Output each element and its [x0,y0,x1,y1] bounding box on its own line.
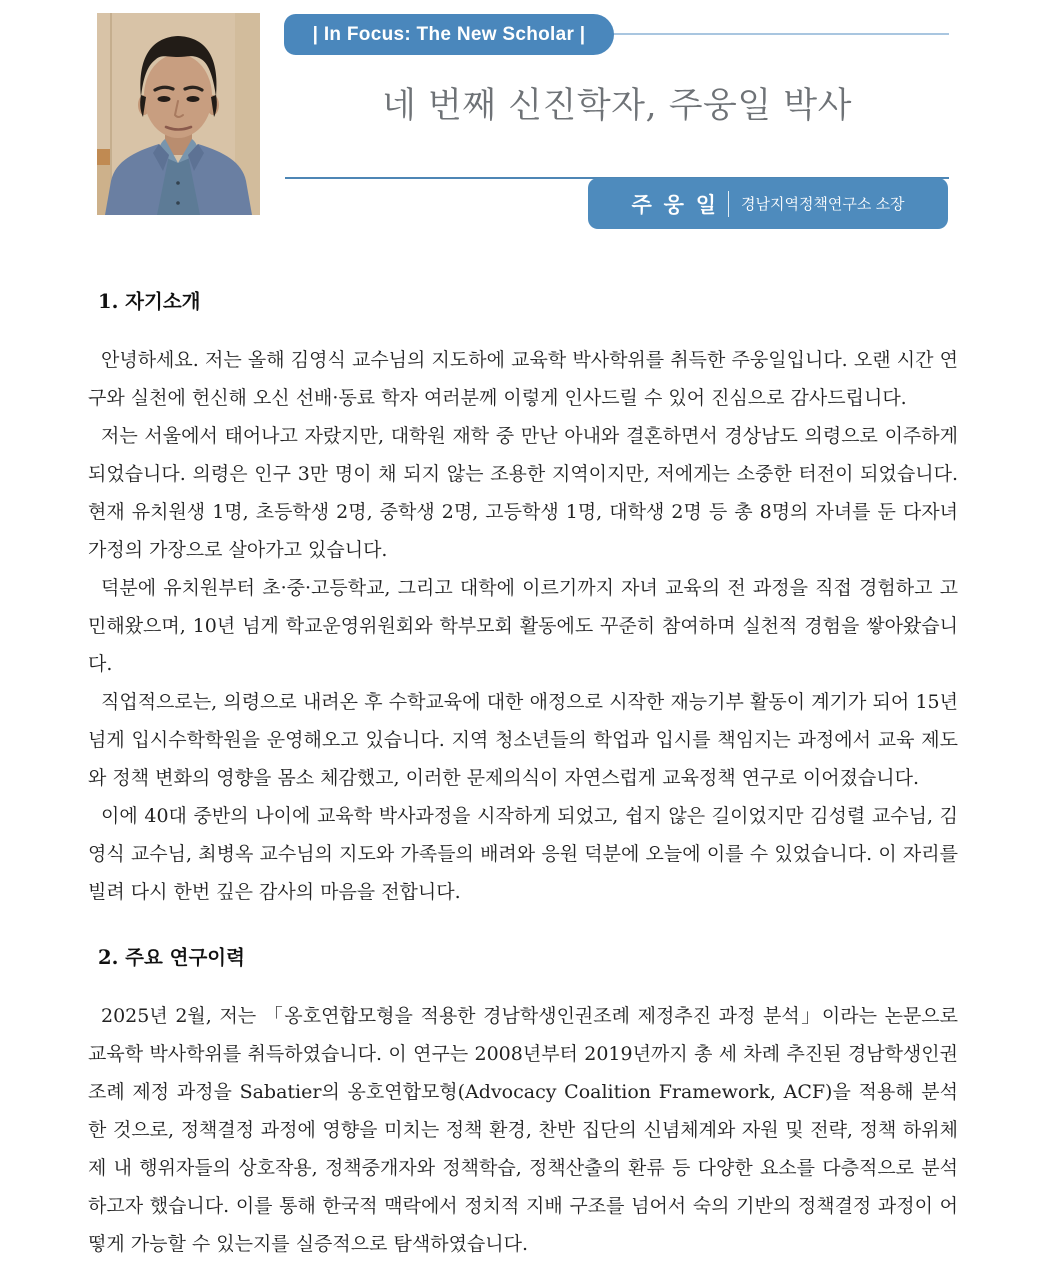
author-name: 주 웅 일 [631,193,719,217]
article-body [88,283,958,1263]
section-1-paragraph: 덕분에 유치원부터 초·중·고등학교, 그리고 대학에 이르기까지 자녀 교육의 전 과정을 직접 경험하고 고민해왔으며, 10년 넘게 학교운영위원회와 학부모회 활동에도 꾸준히 참여하며 실천적 경험을 쌓아왔습니다. [88,577,958,675]
section-2-paragraph: 2025년 2월, 저는 「옹호연합모형을 적용한 경남학생인권조례 제정추진 과정 분석」이라는 논문으로 교육학 박사학위를 취득하였습니다. 이 연구는 2008년부터 2019년까지 총 세 차례 추진된 경남학생인권조례 제정 과정을 Sabatier의 옹호연합모형(Advocacy Coalition Framework, ACF)을 적용해 분석한 것으로, 정책결정 과정에 영향을 미치는 정책 환경, 찬반 집단의 신념체계와 자원 및 전략, 정책 하위체제 내 행위자들의 상호작용, 정책중개자와 정책학습, 정책산출의 환류 등 다양한 요소를 다층적으로 분석하고자 했습니다. 이를 통해 한국적 맥락에서 정치적 지배 구조를 넘어서 숙의 기반의 정책결정 과정이 어떻게 가능할 수 있는지를 실증적으로 탐색하였습니다. [88,1005,958,1255]
name-divider [728,191,729,217]
section-2-heading: 2. 주요 연구이력 [98,946,245,969]
section-1-paragraph: 이에 40대 중반의 나이에 교육학 박사과정을 시작하게 되었고, 쉽지 않은 길이었지만 김성렬 교수님, 김영식 교수님, 최병옥 교수님의 지도와 가족들의 배려와 응원 덕분에 오늘에 이를 수 있었습니다. 이 자리를 빌려 다시 한번 깊은 감사의 마음을 전합니다. [88,805,958,903]
portrait-face [144,54,212,138]
author-banner [588,178,948,229]
section-1-paragraph: 안녕하세요. 저는 올해 김영식 교수님의 지도하에 교육학 박사학위를 취득한 주웅일입니다. 오랜 시간 연구와 실천에 헌신해 오신 선배·동료 학자 여러분께 이렇게 인사드릴 수 있어 진심으로 감사드립니다. [88,349,958,409]
page-title: 네 번째 신진학자, 주웅일 박사 [382,86,852,126]
wood-ledge [97,149,110,165]
section-1-paragraph: 직업적으로는, 의령으로 내려온 후 수학교육에 대한 애정으로 시작한 재능기부 활동이 계기가 되어 15년 넘게 입시수학학원을 운영해오고 있습니다. 지역 청소년들의 학업과 입시를 책임지는 과정에서 교육 제도와 정책 변화의 영향을 몸소 체감했고, 이러한 문제의식이 자연스럽게 교육정책 연구로 이어졌습니다. [88,691,958,789]
scholar-photo [97,13,260,215]
author-affiliation: 경남지역정책연구소 소장 [740,196,905,213]
in-focus-badge [284,14,614,55]
section-1-heading: 1. 자기소개 [98,290,201,313]
section-1-paragraph: 저는 서울에서 태어나고 자랐지만, 대학원 재학 중 만난 아내와 결혼하면서 경상남도 의령으로 이주하게 되었습니다. 의령은 인구 3만 명이 채 되지 않는 조용한 지역이지만, 저에게는 소중한 터전이 되었습니다. 현재 유치원생 1명, 초등학생 2명, 중학생 2명, 고등학생 1명, 대학생 2명 등 총 8명의 자녀를 둔 다자녀 가정의 가장으로 살아가고 있습니다. [88,425,958,561]
in-focus-badge-label: | In Focus: The New Scholar | [312,23,586,45]
